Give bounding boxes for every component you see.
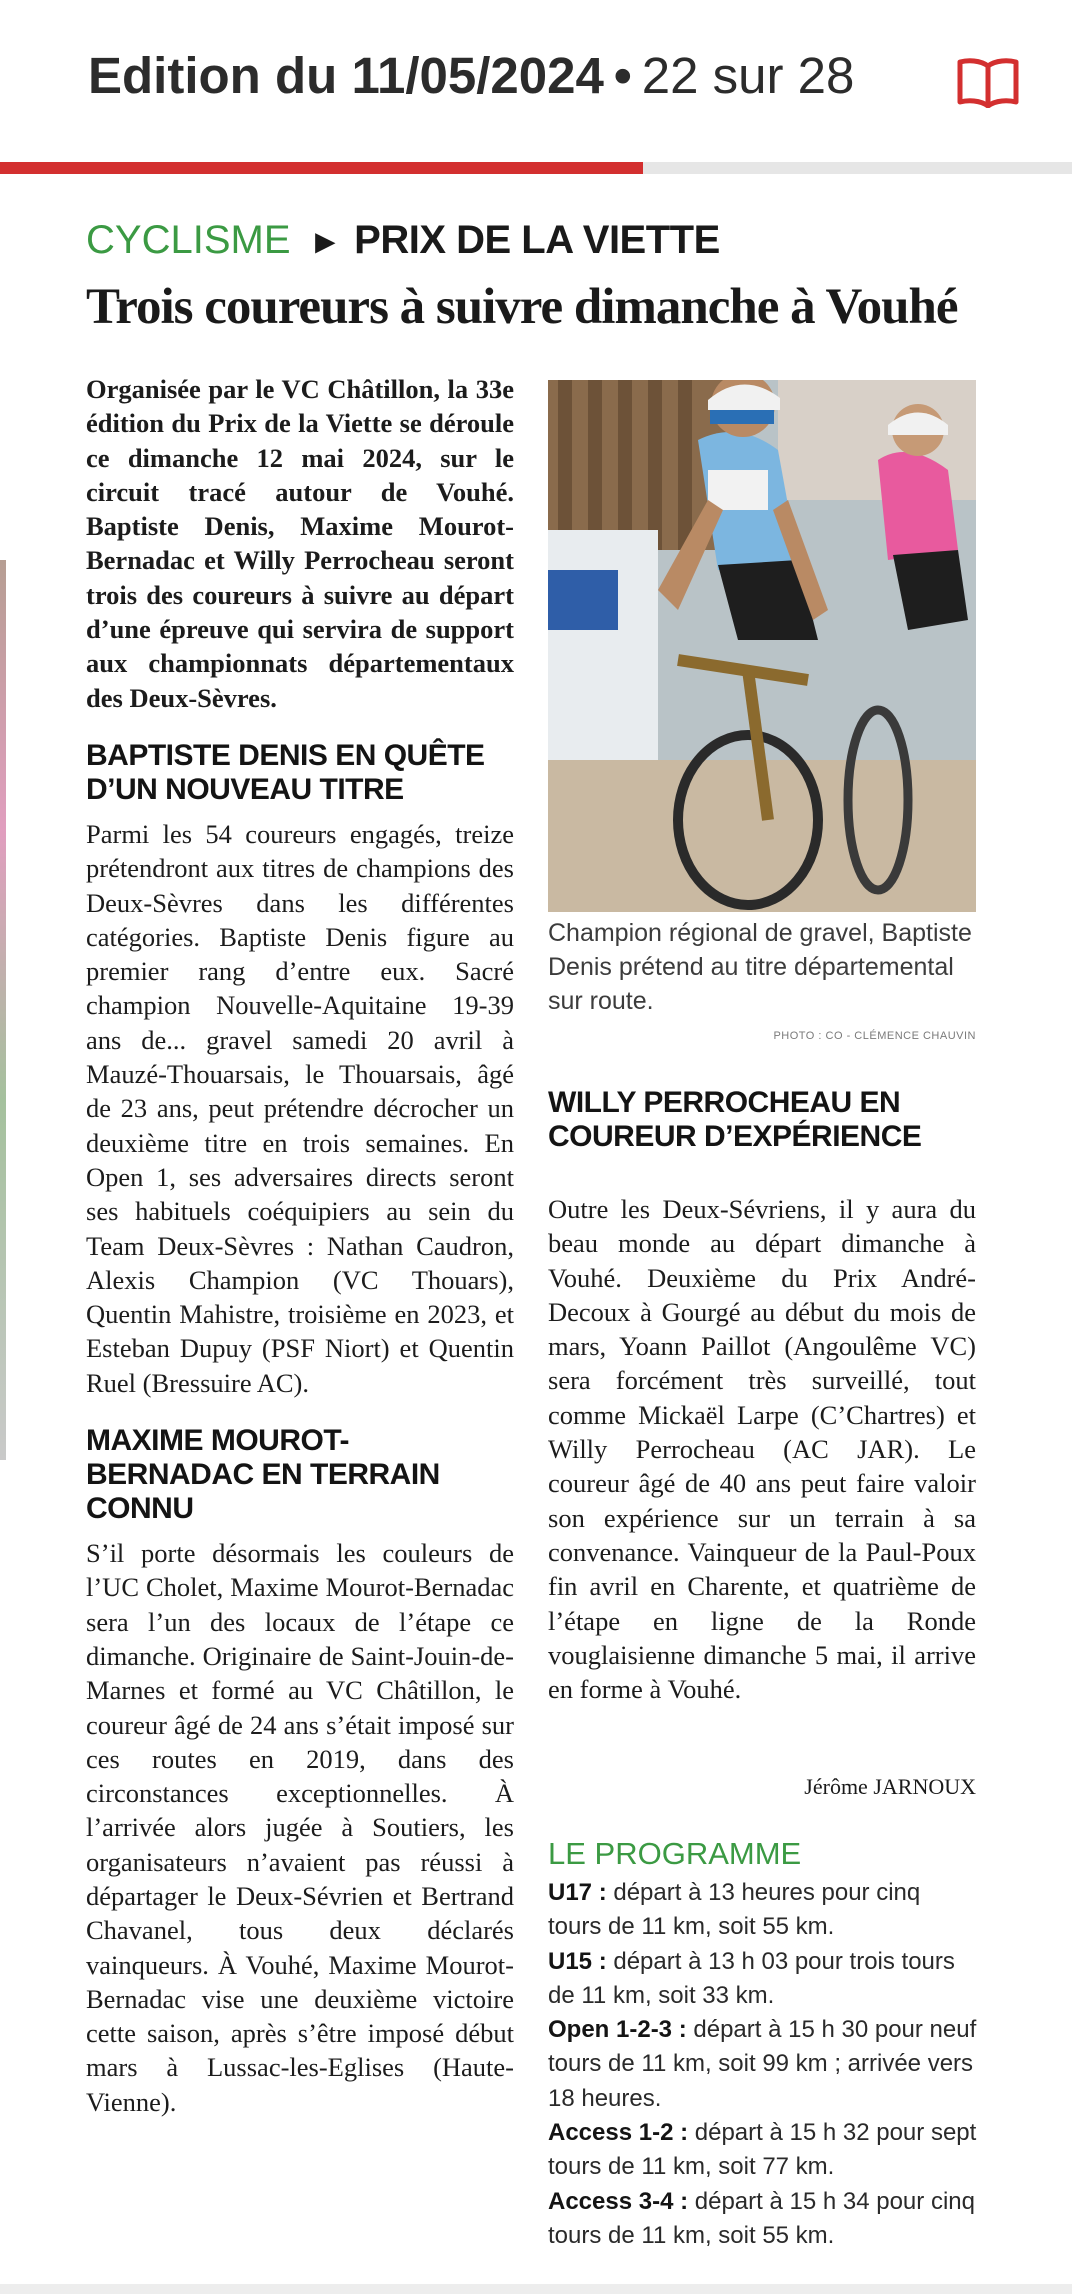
article-author: Jérôme JARNOUX xyxy=(804,1774,976,1799)
previous-page-edge xyxy=(0,560,6,1460)
cyclist-photo-illustration xyxy=(548,380,976,912)
programme-item xyxy=(548,2116,978,2185)
photo-credit: PHOTO : CO - CLÉMENCE CHAUVIN xyxy=(773,1030,976,1042)
programme-item xyxy=(548,2185,978,2254)
programme-category: Access 3-4 : xyxy=(548,2187,689,2215)
topic-label: PRIX DE LA VIETTE xyxy=(354,218,720,262)
subhead-willy-perrocheau: WILLY PERROCHEAU EN COUREUR D’EXPÉRIENCE xyxy=(548,1086,922,1153)
edition-info xyxy=(88,46,854,105)
article-headline: Trois coureurs à suivre dimanche à Vouhé xyxy=(86,279,958,335)
programme-list xyxy=(548,1876,978,2253)
section-willy-perrocheau-text: Outre les Deux-Sévriens, il y aura du beau monde au départ dimanche à Vouhé. Deuxième du Prix André-Decoux à Gourgé au début du mois de mars, Yoann Paillot (Angoulême VC) sera forcément très surveillé, tout comme Mickaël Larpe (C’Chartres) et Willy Perrocheau (AC JAR). Le coureur âgé de 40 ans peut faire valoir son expérience sur un terrain à sa convenance. Vainqueur de la Paul-Poux fin avril en Charente, et quatrième de l’étape en ligne de la Ronde vouglaisienne dimanche 5 mai, il arrive en forme à Vouhé. xyxy=(548,1194,976,1705)
article-photo xyxy=(548,380,976,912)
programme-details: départ à 15 h 34 pour cinq tours de 11 km, soit 55 km. xyxy=(548,2187,975,2249)
article-kicker xyxy=(86,218,720,263)
programme-item xyxy=(548,2013,978,2116)
page-progress-fill xyxy=(0,162,643,174)
subhead-maxime-mourot-bernadac: MAXIME MOUROT-BERNADAC EN TERRAIN CONNU xyxy=(86,1424,440,1526)
programme-details: départ à 15 h 30 pour neuf tours de 11 km, soit 99 km ; arrivée vers 18 heures. xyxy=(548,2016,977,2112)
page-indicator: 22 sur 28 xyxy=(641,47,855,104)
page-progress-bar xyxy=(0,162,1072,174)
programme-item xyxy=(548,1945,978,2014)
programme-title: LE PROGRAMME xyxy=(548,1836,802,1871)
kicker-arrow-icon: ► xyxy=(308,223,343,261)
subhead-baptiste-denis: BAPTISTE DENIS EN QUÊTE D’UN NOUVEAU TITRE xyxy=(86,738,485,806)
programme-details: départ à 13 h 03 pour trois tours de 11 km, soit 33 km. xyxy=(548,1947,955,2009)
programme-item xyxy=(548,1876,978,1945)
section-maxime-mourot-bernadac-text: S’il porte désormais les couleurs de l’UC Cholet, Maxime Mourot-Bernadac sera l’un des locaux de l’étape ce dimanche. Originaire de Saint-Jouin-de-Marnes et formé au VC Châtillon, le coureur âgé de 24 ans s’était imposé sur ces routes en 2019, dans des circonstances exceptionnelles. À l’arrivée alors jugée à Soutiers, les organisateurs n’avaient pas réussi à départager le Deux-Sévrien et Bertrand Chavanel, tous deux déclarés vainqueurs. À Vouhé, Maxime Mourot-Bernadac vise une deuxième victoire cette saison, après s’être imposé début mars à Lussac-les-Eglises (Haute-Vienne). xyxy=(86,1538,514,2117)
right-column xyxy=(548,1086,976,1706)
open-book-icon[interactable] xyxy=(956,56,1020,108)
programme-details: départ à 13 heures pour cinq tours de 11 km, soit 55 km. xyxy=(548,1879,921,1941)
edition-label: Edition du 11/05/2024 xyxy=(88,47,604,104)
left-column xyxy=(86,372,514,2119)
bottom-edge xyxy=(0,2284,1072,2294)
programme-details: départ à 15 h 32 pour sept tours de 11 km, soit 77 km. xyxy=(548,2119,977,2181)
programme-category: Access 1-2 : xyxy=(548,2119,689,2147)
rubric-label: CYCLISME xyxy=(86,218,291,262)
programme-category: U17 : xyxy=(548,1879,607,1906)
article-lead: Organisée par le VC Châtillon, la 33e édition du Prix de la Viette se déroule ce dimanche 12 mai 2024, sur le circuit tracé autour de Vouhé. Baptiste Denis, Maxime Mourot-Bernadac et Willy Perrocheau seront trois des coureurs à suivre au départ d’une épreuve qui servira de support aux championnats départementaux des Deux-Sèvres. xyxy=(86,374,514,713)
photo-caption: Champion régional de gravel, Baptiste Denis prétend au titre départemental sur route. xyxy=(548,919,972,1015)
programme-category: U15 : xyxy=(548,1947,607,1975)
section-baptiste-denis-text: Parmi les 54 coureurs engagés, treize prétendront aux titres de champions des Deux-Sèvres dans les différentes catégories. Baptiste Denis figure au premier rang d’entre eux. Sacré champion Nouvelle-Aquitaine 19-39 ans de... gravel samedi 20 avril à Mauzé-Thouarsais, le Thouarsais, âgé de 23 ans, peut prétendre décrocher un deuxième titre en trois semaines. En Open 1, ses adversaires directs seront ses habituels coéquipiers au sein du Team Deux-Sèvres : Nathan Caudron, Alexis Champion (VC Thouars), Quentin Mahistre, troisième en 2023, et Esteban Dupuy (PSF Niort) et Quentin Ruel (Bressuire AC). xyxy=(86,818,514,1398)
programme-category: Open 1-2-3 : xyxy=(548,2016,687,2044)
edition-separator: • xyxy=(613,47,632,104)
reader-header xyxy=(0,0,1072,162)
